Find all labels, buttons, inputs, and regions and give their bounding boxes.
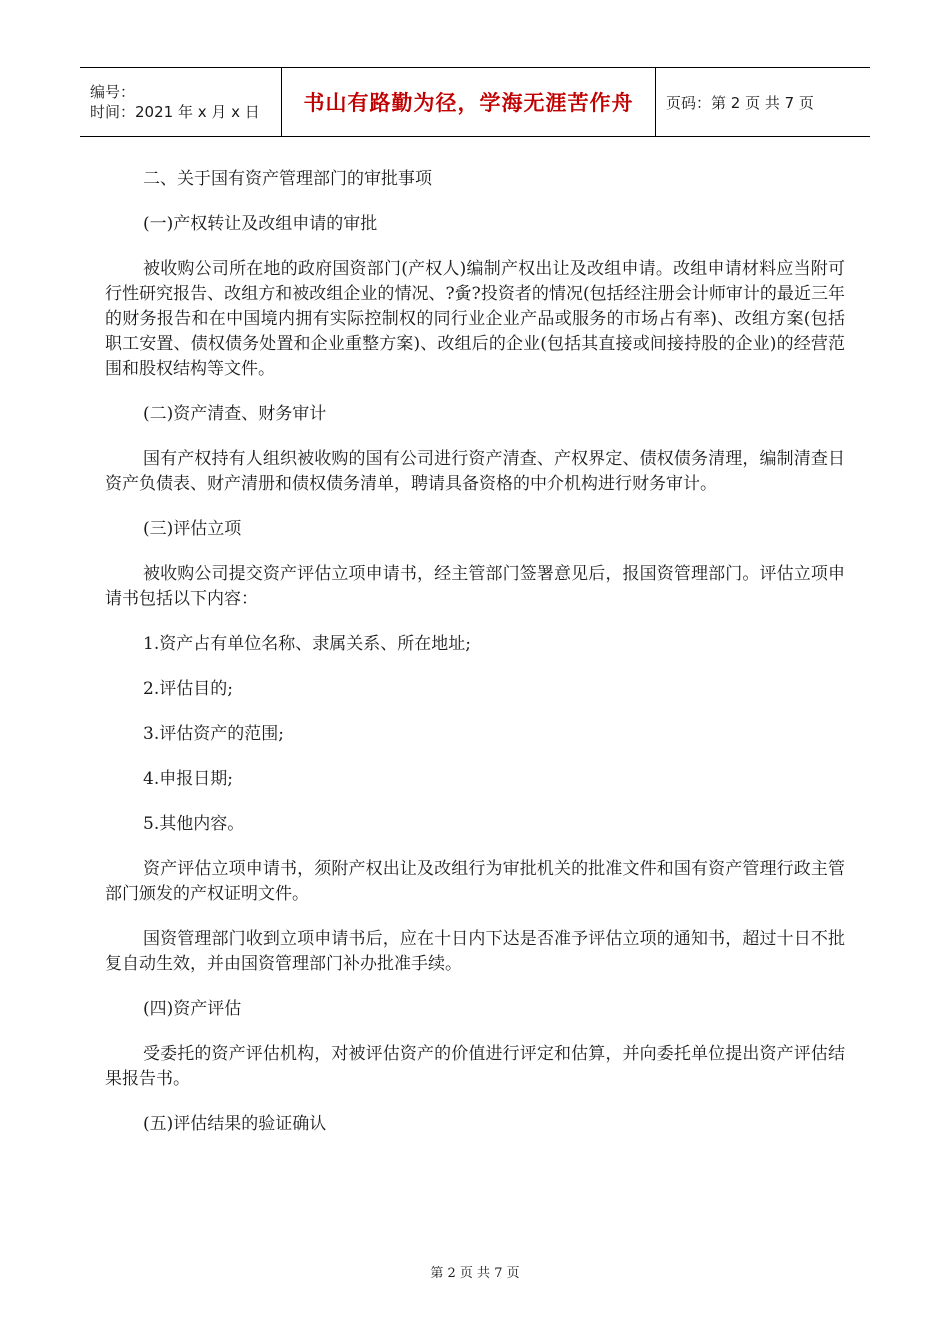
body-paragraph: 国有产权持有人组织被收购的国有公司进行资产清查、产权界定、债权债务清理，编制清查日资产负债表、财产清册和债权债务清单，聘请具备资格的中介机构进行财务审计。 (105, 449, 845, 494)
body-paragraph: 国资管理部门收到立项申请书后，应在十日内下达是否准予评估立项的通知书，超过十日不批复自动生效，并由国资管理部门补办批准手续。 (105, 929, 845, 974)
header-motto: 书山有路勤为径，学海无涯苦作舟 (282, 68, 656, 136)
page-header (80, 67, 870, 137)
body-paragraph: 受委托的资产评估机构，对被评估资产的价值进行评定和估算，并向委托单位提出资产评估结果报告书。 (105, 1044, 845, 1089)
list-item: 2.评估目的; (143, 679, 233, 699)
subsection-heading: (二)资产清查、财务审计 (143, 404, 327, 424)
subsection-heading: (四)资产评估 (143, 999, 242, 1019)
list-item: 3.评估资产的范围; (143, 724, 284, 744)
document-date: 时间：2021 年 x 月 x 日 (90, 103, 260, 121)
list-item: 4.申报日期; (143, 769, 233, 789)
subsection-heading: (三)评估立项 (143, 519, 242, 539)
header-page-number: 页码：第 2 页 共 7 页 (666, 93, 814, 112)
section-heading: 二、关于国有资产管理部门的审批事项 (143, 169, 432, 189)
header-meta (80, 68, 282, 136)
list-item: 5.其他内容。 (143, 814, 245, 834)
document-number: 编号： (90, 83, 136, 101)
list-item: 1.资产占有单位名称、隶属关系、所在地址; (143, 634, 471, 654)
body-paragraph: 资产评估立项申请书，须附产权出让及改组行为审批机关的批准文件和国有资产管理行政主管部门颁发的产权证明文件。 (105, 859, 845, 904)
subsection-heading: (一)产权转让及改组申请的审批 (143, 214, 378, 234)
subsection-heading: (五)评估结果的验证确认 (143, 1114, 327, 1134)
body-paragraph: 被收购公司提交资产评估立项申请书，经主管部门签署意见后，报国资管理部门。评估立项申请书包括以下内容： (105, 564, 845, 609)
document-body (105, 167, 845, 1157)
page-footer: 第 2 页 共 7 页 (430, 1266, 520, 1281)
body-paragraph: 被收购公司所在地的政府国资部门(产权人)编制产权出让及改组申请。改组申请材料应当附可行性研究报告、改组方和被改组企业的情况、?夤?投资者的情况(包括经注册会计师审计的最近三年的财务报告和在中国境内拥有实际控制权的同行业企业产品或服务的市场占有率)、改组方案(包括职工安置、债权债务处置和企业重整方案)、改组后的企业(包括其直接或间接持股的企业)的经营范围和股权结构等文件。 (105, 259, 845, 379)
